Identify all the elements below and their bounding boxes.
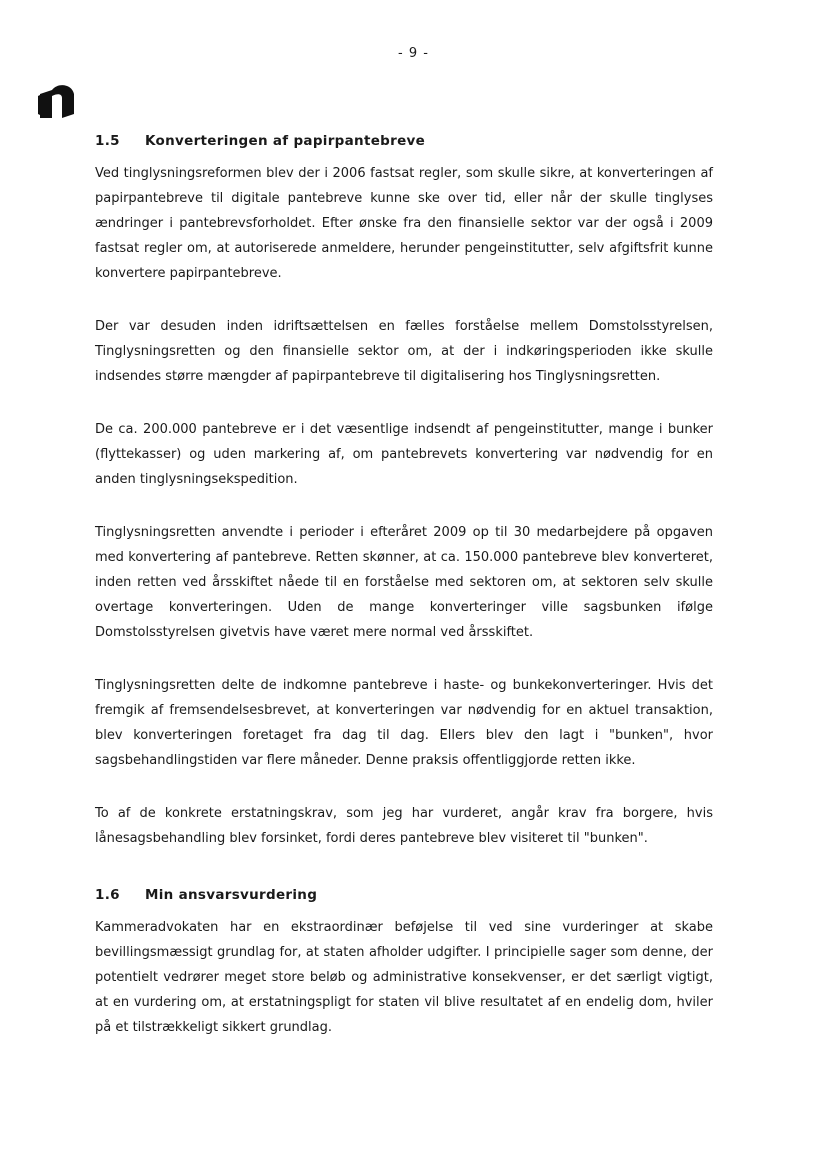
paragraph: Tinglysningsretten anvendte i perioder i efteråret 2009 op til 30 medarbejdere på opgaven med konvertering af pantebreve. Retten skønner, at ca. 150.000 pantebreve blev konverteret, inden retten ved årsskiftet nåede til en forståelse med sektoren om, at sektoren selv skulle overtage konverteringen. Uden de mange konverteringer ville sagsbunken ifølge Domstolsstyrelsen givetvis have været mere normal ved årsskiftet. bbox=[95, 525, 713, 640]
paragraph: De ca. 200.000 pantebreve er i det væsentlige indsendt af pengeinstitutter, mange i bunker (flyttekasser) og uden markering af, om pantebrevets konvertering var nødvendig for en anden tinglysningsekspedition. bbox=[95, 422, 713, 487]
paragraph: Tinglysningsretten delte de indkomne pantebreve i haste- og bunkekonverteringer. Hvis det fremgik af fremsendelsesbrevet, at konverteringen var nødvendig for en aktuel transaktion, blev konverteringen foretaget fra dag til dag. Ellers blev den lagt i "bunken", hvor sagsbehandlingstiden var flere måneder. Denne praksis offentliggjorde retten ikke. bbox=[95, 678, 713, 768]
section-number: 1.6 bbox=[95, 887, 120, 903]
page-number: - 9 - bbox=[398, 46, 429, 61]
section-heading bbox=[95, 887, 713, 903]
section-number: 1.5 bbox=[95, 133, 120, 149]
document-body bbox=[95, 133, 713, 1068]
section-title: Min ansvarsvurdering bbox=[145, 887, 318, 903]
paragraph: To af de konkrete erstatningskrav, som jeg har vurderet, angår krav fra borgere, hvis lånesagsbehandling blev forsinket, fordi deres pantebreve blev visiteret til "bunken". bbox=[95, 806, 713, 846]
agency-logo-icon bbox=[36, 80, 78, 120]
paragraph: Der var desuden inden idriftsættelsen en fælles forståelse mellem Domstolsstyrelsen, Tinglysningsretten og den finansielle sektor om, at der i indkøringsperioden ikke skulle indsendes større mængder af papirpantebreve til digitalisering hos Tinglysningsretten. bbox=[95, 319, 713, 384]
section-heading bbox=[95, 133, 713, 149]
section-title: Konverteringen af papirpantebreve bbox=[145, 133, 426, 149]
paragraph: Kammeradvokaten har en ekstraordinær beføjelse til ved sine vurderinger at skabe bevillingsmæssigt grundlag for, at staten afholder udgifter. I principielle sager som denne, der potentielt vedrører meget store beløb og administrative konsekvenser, er det særligt vigtigt, at en vurdering om, at erstatningspligt for staten vil blive resultatet af en endelig dom, hviler på et tilstrækkeligt sikkert grundlag. bbox=[95, 920, 713, 1035]
paragraph: Ved tinglysningsreformen blev der i 2006 fastsat regler, som skulle sikre, at konverteringen af papirpantebreve til digitale pantebreve kunne ske over tid, eller når der skulle tinglyses ændringer i pantebrevsforholdet. Efter ønske fra den finansielle sektor var der også i 2009 fastsat regler om, at autoriserede anmeldere, herunder pengeinstitutter, selv afgiftsfrit kunne konvertere papirpantebreve. bbox=[95, 166, 713, 281]
